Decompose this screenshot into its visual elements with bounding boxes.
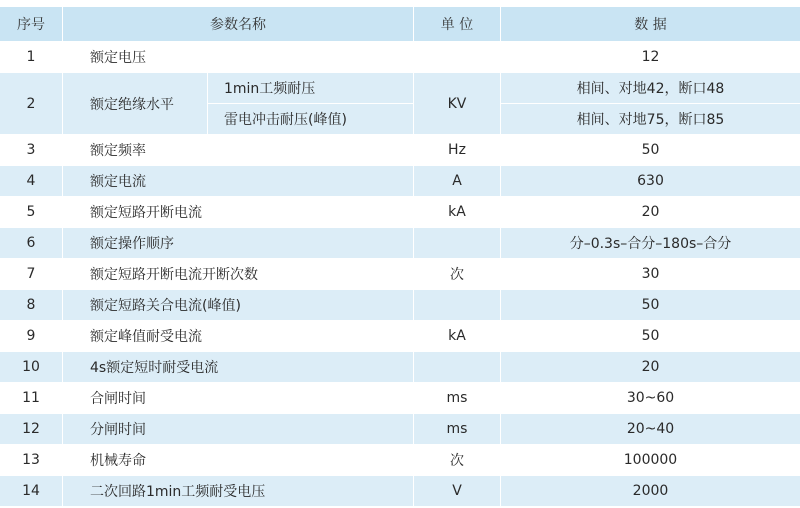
row-seq: 10 — [0, 352, 62, 382]
row-seq: 13 — [0, 445, 62, 475]
row-seq: 3 — [0, 135, 62, 165]
row-unit — [414, 228, 500, 258]
row-subname: 雷电冲击耐压(峰值) — [208, 104, 413, 134]
row-unit: V — [414, 476, 500, 506]
row-name: 额定操作顺序 — [63, 228, 413, 258]
row-seq: 2 — [0, 73, 62, 134]
row-name: 额定电压 — [63, 42, 413, 72]
row-unit: ms — [414, 414, 500, 444]
row-seq: 6 — [0, 228, 62, 258]
row-unit: KV — [414, 73, 500, 134]
row-name: 机械寿命 — [63, 445, 413, 475]
row-value: 20 — [501, 352, 800, 382]
row-seq: 5 — [0, 197, 62, 227]
header-data: 数 据 — [501, 7, 800, 41]
row-value: 100000 — [501, 445, 800, 475]
row-value: 50 — [501, 290, 800, 320]
row-unit — [414, 290, 500, 320]
row-value: 630 — [501, 166, 800, 196]
row-value: 30 — [501, 259, 800, 289]
row-seq: 9 — [0, 321, 62, 351]
row-name: 额定峰值耐受电流 — [63, 321, 413, 351]
row-name: 额定频率 — [63, 135, 413, 165]
row-value: 20~40 — [501, 414, 800, 444]
row-seq: 11 — [0, 383, 62, 413]
row-seq: 7 — [0, 259, 62, 289]
row-value: 50 — [501, 135, 800, 165]
row-seq: 14 — [0, 476, 62, 506]
row-name: 合闸时间 — [63, 383, 413, 413]
row-unit: kA — [414, 321, 500, 351]
row-name: 二次回路1min工频耐受电压 — [63, 476, 413, 506]
row-value: 12 — [501, 42, 800, 72]
row-value: 相间、对地75，断口85 — [501, 104, 800, 134]
row-name: 额定绝缘水平 — [63, 73, 207, 134]
row-unit — [414, 352, 500, 382]
row-unit: A — [414, 166, 500, 196]
row-unit — [414, 42, 500, 72]
row-unit: kA — [414, 197, 500, 227]
header-param: 参数名称 — [63, 7, 413, 41]
row-name: 额定短路开断电流开断次数 — [63, 259, 413, 289]
row-value: 50 — [501, 321, 800, 351]
row-seq: 8 — [0, 290, 62, 320]
row-seq: 12 — [0, 414, 62, 444]
row-value: 30~60 — [501, 383, 800, 413]
row-seq: 4 — [0, 166, 62, 196]
row-name: 额定短路关合电流(峰值) — [63, 290, 413, 320]
row-unit: ms — [414, 383, 500, 413]
row-value: 2000 — [501, 476, 800, 506]
row-value: 20 — [501, 197, 800, 227]
header-unit: 单 位 — [414, 7, 500, 41]
row-unit: 次 — [414, 259, 500, 289]
row-unit: Hz — [414, 135, 500, 165]
row-value: 相间、对地42，断口48 — [501, 73, 800, 103]
row-unit: 次 — [414, 445, 500, 475]
row-value: 分–0.3s–合分–180s–合分 — [501, 228, 800, 258]
row-name: 额定电流 — [63, 166, 413, 196]
row-name: 4s额定短时耐受电流 — [63, 352, 413, 382]
row-name: 分闸时间 — [63, 414, 413, 444]
header-seq: 序号 — [0, 7, 62, 41]
row-seq: 1 — [0, 42, 62, 72]
row-name: 额定短路开断电流 — [63, 197, 413, 227]
row-subname: 1min工频耐压 — [208, 73, 413, 103]
